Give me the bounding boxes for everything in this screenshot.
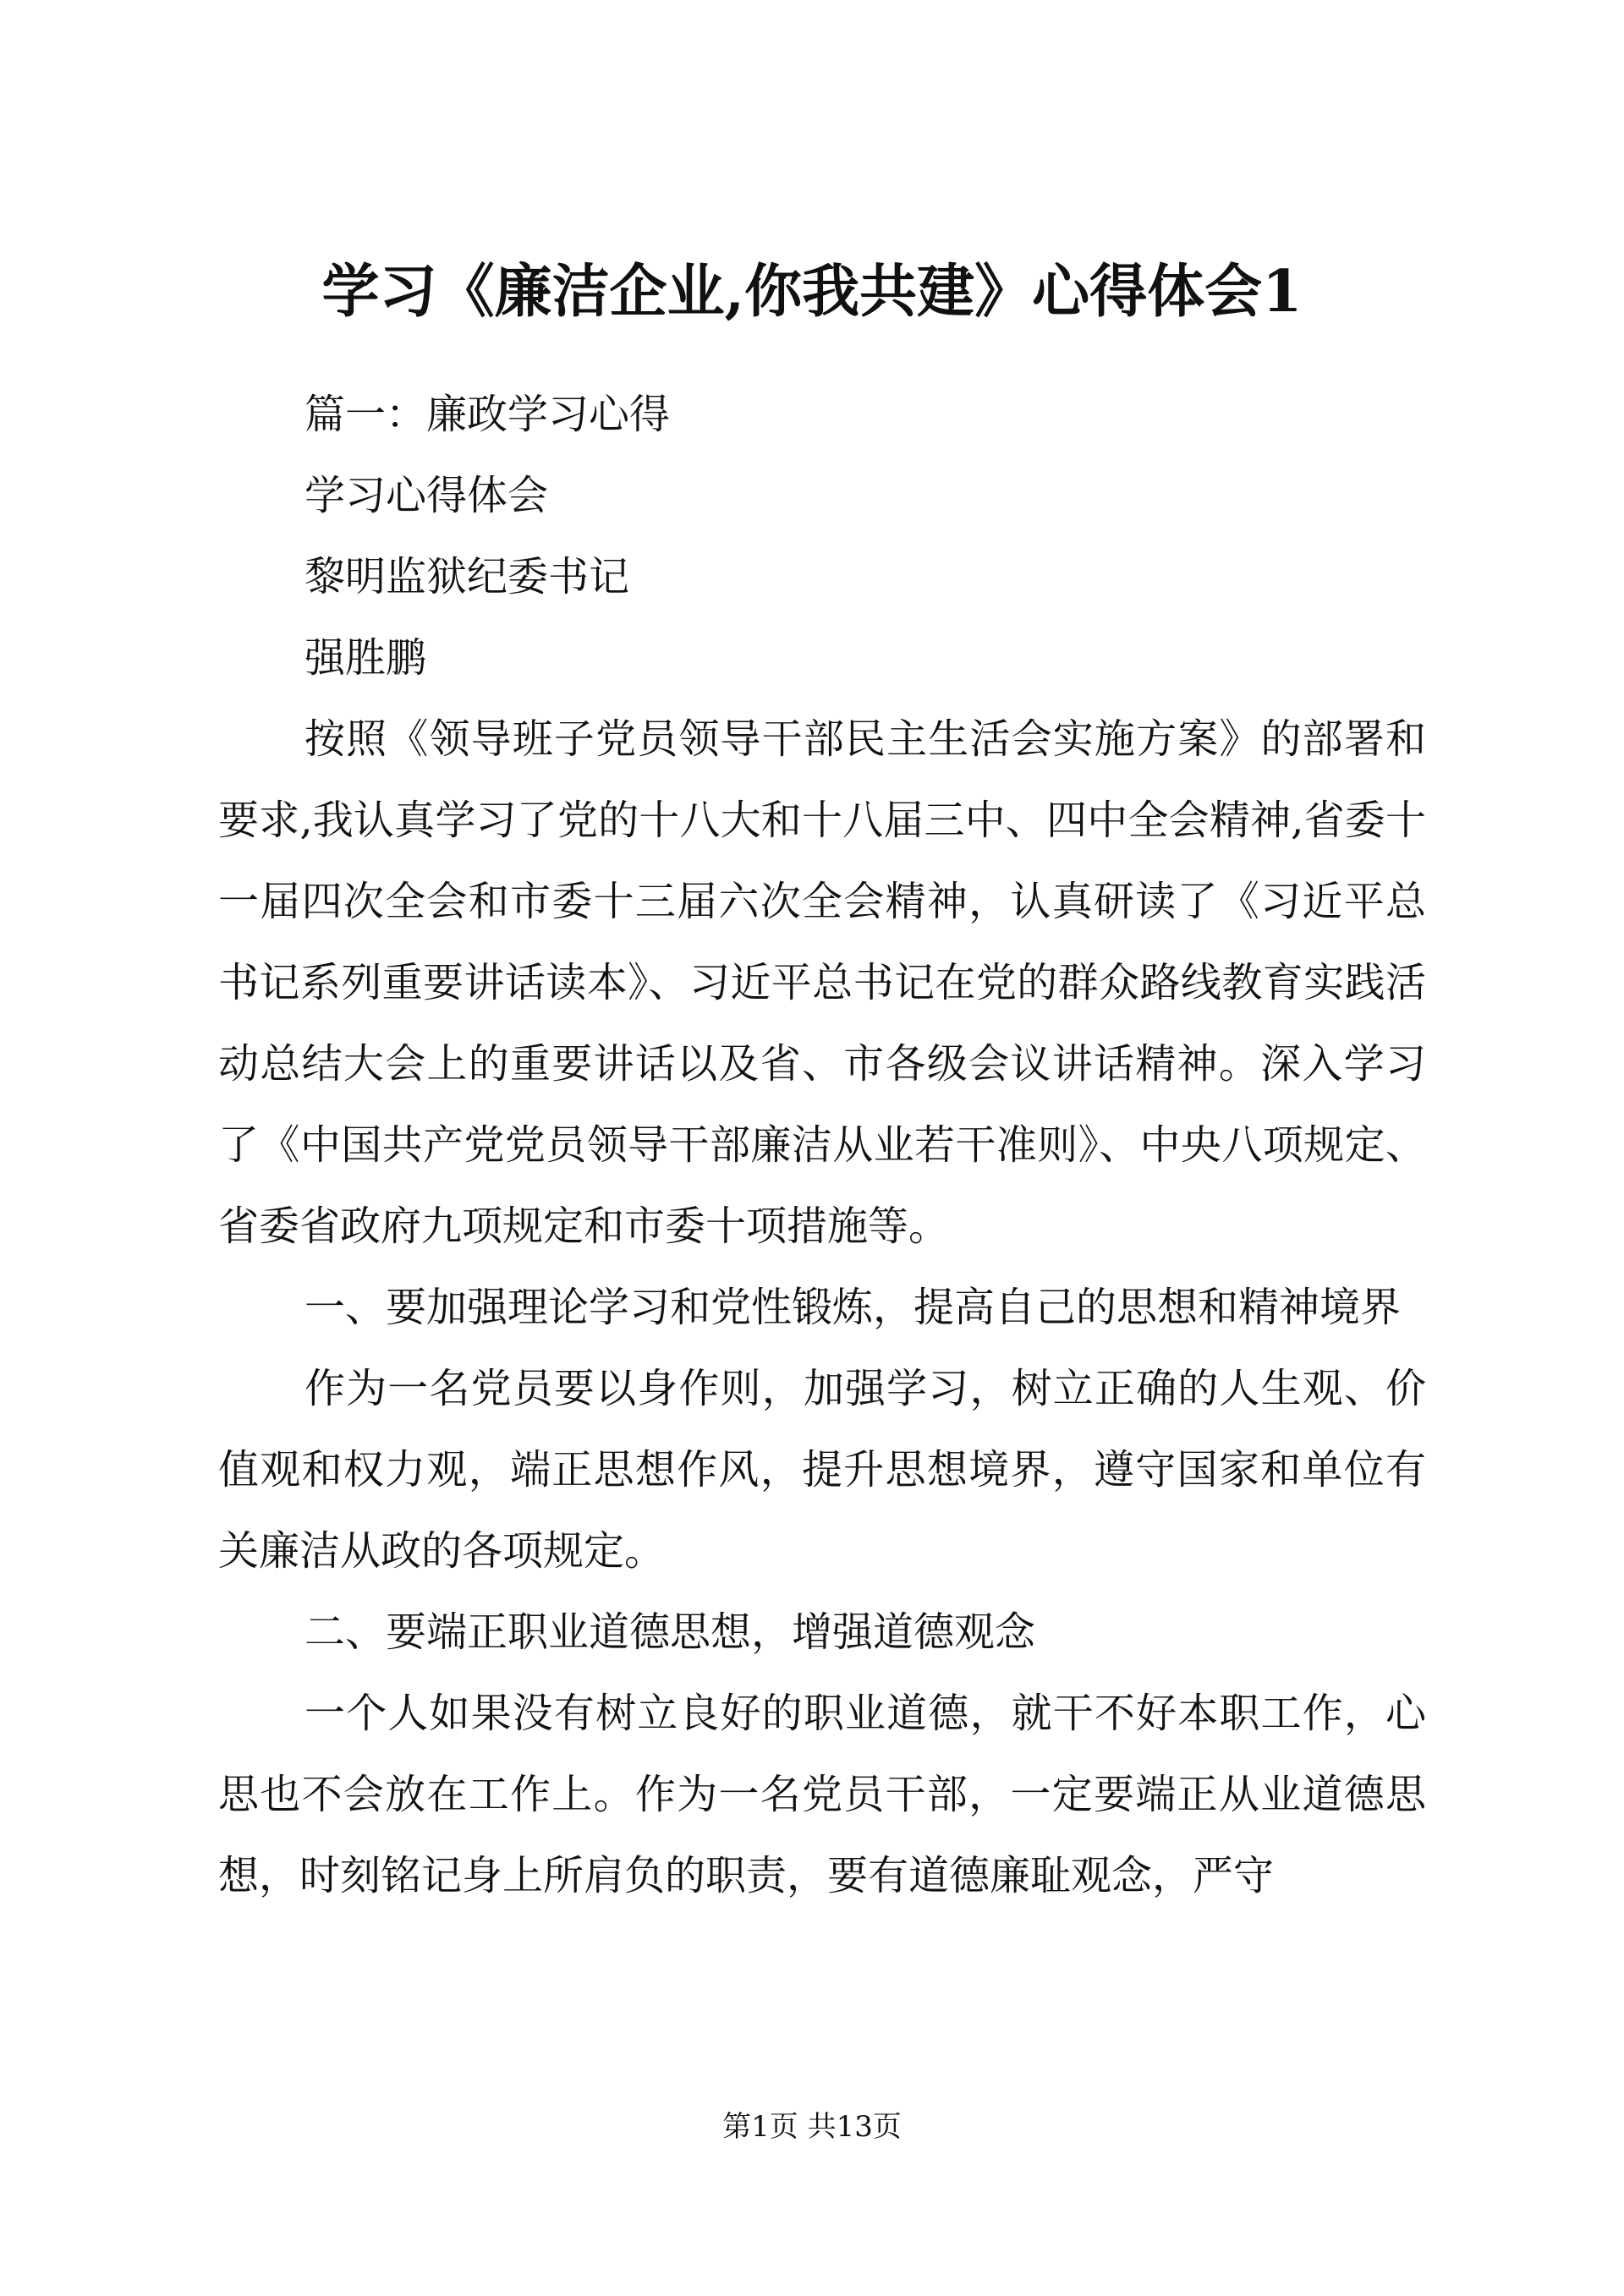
paragraph-subtitle: 学习心得体会 bbox=[304, 472, 549, 519]
paragraph-heading-one: 一、要加强理论学习和党性锻炼，提高自己的思想和精神境界 bbox=[304, 1284, 1402, 1331]
paragraph-author-name: 强胜鹏 bbox=[304, 634, 427, 682]
paragraph-body: 作为一名党员要以身作则，加强学习，树立正确的人生观、价值观和权力观，端正思想作风，提升思想境界，遵守国家和单位有关廉洁从政的各项规定。 bbox=[218, 1365, 1426, 1575]
page-footer: 第1页 共13页 bbox=[722, 2110, 902, 2144]
paragraph-section-heading: 篇一：廉政学习心得 bbox=[304, 391, 671, 438]
paragraph-author-position: 黎明监狱纪委书记 bbox=[304, 553, 630, 600]
paragraph-heading-two: 二、要端正职业道德思想，增强道德观念 bbox=[304, 1608, 1036, 1656]
document-title: 学习《廉洁企业,你我共建》心得体会1 bbox=[321, 258, 1303, 326]
paragraph-body: 一个人如果没有树立良好的职业道德，就干不好本职工作，心思也不会放在工作上。作为一名党员干部，一定要端正从业道德思想，时刻铭记身上所肩负的职责，要有道德廉耻观念，严守 bbox=[218, 1690, 1426, 1899]
document-body bbox=[218, 374, 1426, 1916]
paragraph-body: 按照《领导班子党员领导干部民主生活会实施方案》的部署和要求,我认真学习了党的十八大和十八届三中、四中全会精神,省委十一届四次全会和市委十三届六次全会精神，认真研读了《习近平总书记系列重要讲话读本》、习近平总书记在党的群众路线教育实践活动总结大会上的重要讲话以及省、市各级会议讲话精神。深入学习了《中国共产党党员领导干部廉洁从业若干准则》、中央八项规定、省委省政府九项规定和市委十项措施等。 bbox=[218, 715, 1426, 1250]
